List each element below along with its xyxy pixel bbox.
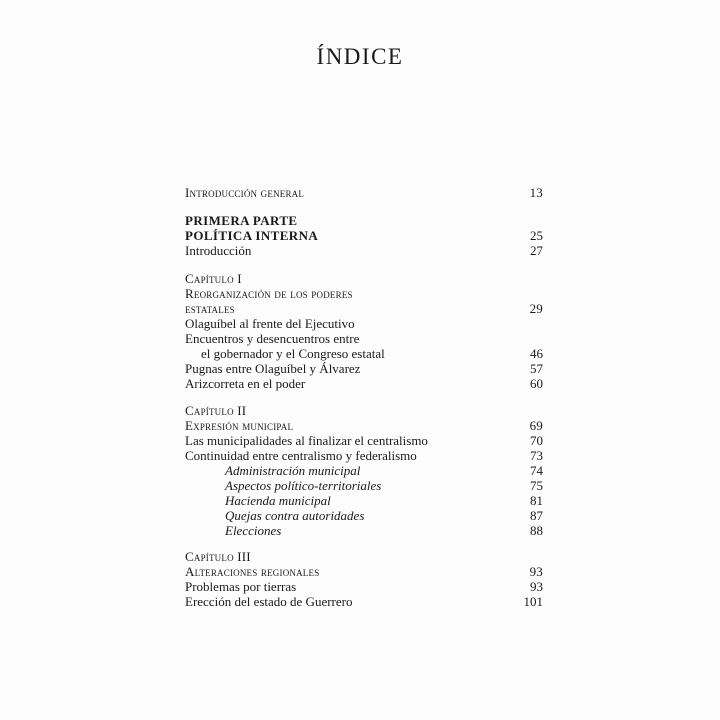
toc-entry-text: el gobernador y el Congreso estatal (201, 346, 385, 361)
toc-subentry (185, 523, 543, 538)
toc-entry-page: 69 (529, 418, 543, 433)
toc-entry-text: Erección del estado de Guerrero (185, 594, 353, 609)
toc-entry (185, 243, 543, 258)
toc-entry (185, 316, 543, 331)
toc-entry-page: 101 (523, 594, 543, 609)
toc-chapter-title (185, 418, 543, 433)
toc-entry-text: Reorganización de los poderes (185, 286, 353, 301)
toc-subentry (185, 508, 543, 523)
toc-entry (185, 331, 543, 346)
toc-entry-page: 74 (530, 463, 543, 478)
toc-part-heading (185, 213, 543, 228)
toc-entry-page: 46 (530, 346, 543, 361)
toc-entry-text: Capítulo II (185, 403, 247, 418)
toc-chapter-label (185, 271, 543, 286)
toc-entry (185, 376, 543, 391)
toc-entry-text: PRIMERA PARTE (185, 213, 298, 228)
toc-entry (185, 594, 543, 609)
toc-entry-text: Aspectos político-territoriales (225, 478, 382, 493)
toc-entry-text: Elecciones (225, 523, 282, 538)
toc-chapter-title (185, 301, 543, 316)
toc-entry-text: Alteraciones regionales (185, 564, 320, 579)
toc-entry (185, 433, 543, 448)
toc-entry-text: Arizcorreta en el poder (185, 376, 306, 391)
toc-entry-text: Las municipalidades al finalizar el centralismo (185, 433, 428, 448)
toc-entry-page: 88 (530, 523, 543, 538)
toc-entry-page: 87 (530, 508, 543, 523)
toc-entry-page: 57 (530, 361, 543, 376)
toc-subentry (185, 463, 543, 478)
toc-part-heading (185, 228, 543, 243)
toc-entry-page: 13 (529, 185, 543, 200)
toc-entry (185, 579, 543, 594)
toc-entry-text: Quejas contra autoridades (225, 508, 365, 523)
toc-entry-page: 73 (530, 448, 543, 463)
toc-entry-text: Capítulo I (185, 271, 242, 286)
toc-chapter-title (185, 286, 543, 301)
toc-subentry (185, 493, 543, 508)
toc-entry-page: 93 (530, 579, 543, 594)
toc-entry (185, 361, 543, 376)
toc-entry-page: 70 (530, 433, 543, 448)
toc-entry-text: Continuidad entre centralismo y federalismo (185, 448, 417, 463)
toc-entry-page: 27 (530, 243, 543, 258)
toc-chapter-label (185, 403, 543, 418)
toc-entry-text: Hacienda municipal (225, 493, 331, 508)
toc-entry-text: Pugnas entre Olaguíbel y Álvarez (185, 361, 361, 376)
toc-entry-page: 75 (530, 478, 543, 493)
toc-entry-text: Encuentros y desencuentros entre (185, 331, 360, 346)
toc-entry-text: Problemas por tierras (185, 579, 297, 594)
toc-entry-page: 25 (530, 228, 543, 243)
toc-entry-text: Administración municipal (225, 463, 361, 478)
toc-entry-page: 29 (529, 301, 543, 316)
toc-entry-text: estatales (185, 301, 235, 316)
toc-entry-text: Expresión municipal (185, 418, 294, 433)
toc-entry (185, 346, 543, 361)
toc-entry (185, 448, 543, 463)
toc-subentry (185, 478, 543, 493)
toc-entry (185, 185, 543, 200)
toc-chapter-title (185, 564, 543, 579)
toc-entry-page: 81 (530, 493, 543, 508)
toc-entry-text: Introducción (185, 243, 252, 258)
toc-entry-text: Olaguíbel al frente del Ejecutivo (185, 316, 355, 331)
toc-entry-page: 93 (529, 564, 543, 579)
toc-entry-text: POLÍTICA INTERNA (185, 228, 319, 243)
toc-entry-text: Introducción general (185, 185, 305, 200)
toc-entry-text: Capítulo III (185, 549, 251, 564)
page-title: ÍNDICE (316, 44, 404, 69)
toc-chapter-label (185, 549, 543, 564)
toc-entry-page: 60 (530, 376, 543, 391)
